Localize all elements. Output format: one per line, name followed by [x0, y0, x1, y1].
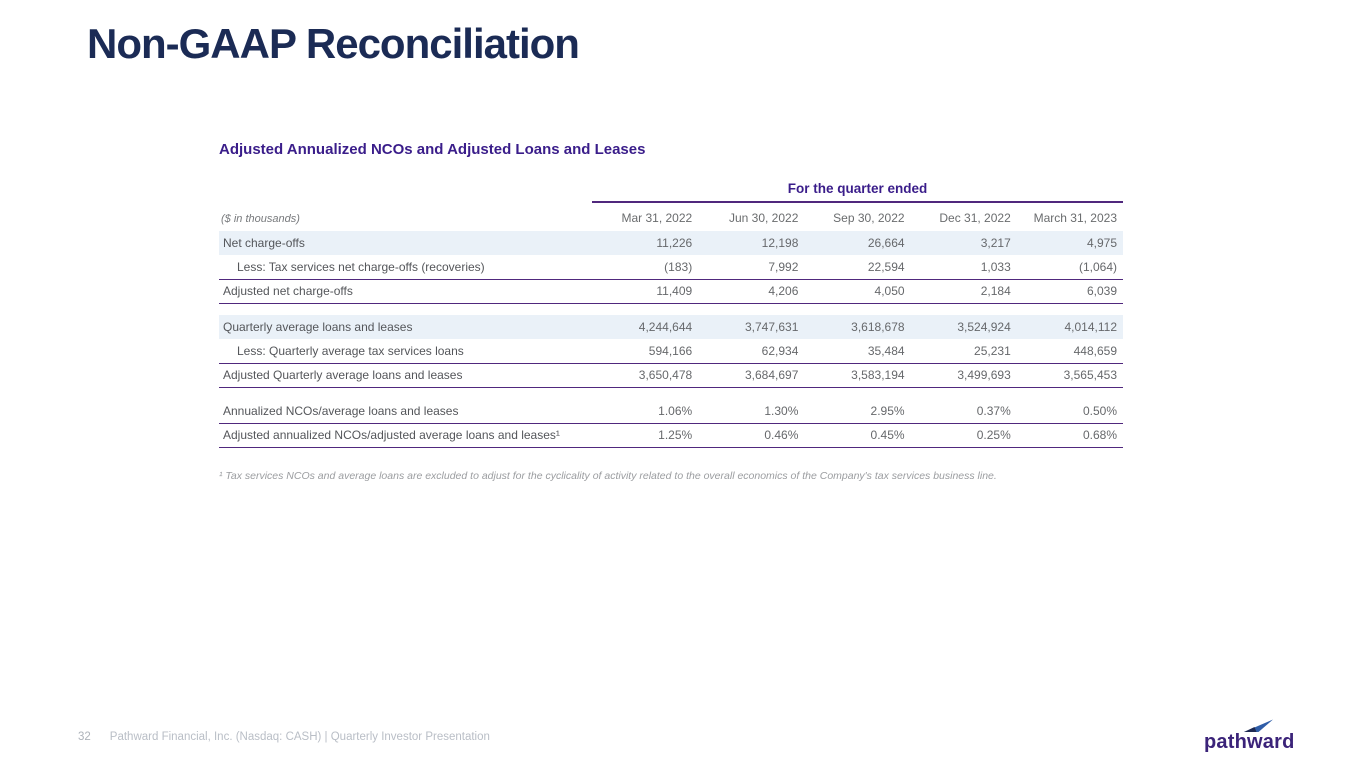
table-title: Adjusted Annualized NCOs and Adjusted Loans and Leases — [219, 141, 646, 158]
row-value: 3,583,194 — [804, 363, 910, 387]
corner-cell — [219, 179, 592, 202]
row-value: 0.25% — [911, 423, 1017, 447]
reconciliation-table — [219, 179, 1123, 448]
row-value: 0.37% — [911, 399, 1017, 423]
row-value: 3,747,631 — [698, 315, 804, 339]
row-value: 62,934 — [761, 343, 799, 358]
content-area — [219, 141, 1123, 482]
row-value: 3,217 — [911, 231, 1017, 255]
table-row — [219, 399, 1123, 423]
section-spacer — [219, 387, 1123, 399]
date-header-row — [219, 202, 1123, 231]
column-header-0: Mar 31, 2022 — [621, 211, 693, 225]
row-value: 2.95% — [804, 399, 910, 423]
column-header-1: Jun 30, 2022 — [728, 211, 799, 225]
row-value: 4,975 — [1017, 231, 1123, 255]
row-value: 0.46% — [698, 423, 804, 447]
row-value: 4,014,112 — [1017, 315, 1123, 339]
row-value: 35,484 — [867, 343, 905, 358]
row-label: Annualized NCOs/average loans and leases — [219, 399, 592, 423]
row-value: 0.45% — [804, 423, 910, 447]
column-header-3: Dec 31, 2022 — [939, 211, 1011, 225]
row-label: Quarterly average loans and leases — [219, 315, 592, 339]
column-header-4: March 31, 2023 — [1033, 211, 1117, 225]
footer — [78, 731, 490, 743]
row-value: 3,499,693 — [911, 363, 1017, 387]
table-row — [219, 363, 1123, 387]
table-row — [219, 255, 1123, 279]
row-value: (1,064) — [1078, 259, 1117, 274]
row-value: 448,659 — [1073, 343, 1117, 358]
row-value: 12,198 — [698, 231, 804, 255]
row-label: Net charge-offs — [219, 231, 592, 255]
page-title: Non-GAAP Reconciliation — [87, 20, 579, 67]
row-value: 26,664 — [804, 231, 910, 255]
row-value: 3,618,678 — [804, 315, 910, 339]
row-value: 25,231 — [974, 343, 1011, 358]
table-row — [219, 231, 1123, 255]
row-label: Adjusted Quarterly average loans and leases — [219, 363, 592, 387]
column-header-2: Sep 30, 2022 — [833, 211, 905, 225]
row-value: 0.68% — [1017, 423, 1123, 447]
table-row — [219, 279, 1123, 303]
row-value: 1,033 — [980, 259, 1011, 274]
section-spacer — [219, 303, 1123, 315]
page-number: 32 — [78, 731, 91, 743]
footnote: ¹ Tax services NCOs and average loans are excluded to adjust for the cyclicality of activity related to the overall economics of the Company's tax services business line. — [219, 469, 997, 482]
row-value: 4,244,644 — [592, 315, 698, 339]
row-value: 4,206 — [698, 279, 804, 303]
table-row — [219, 423, 1123, 447]
row-value: 2,184 — [911, 279, 1017, 303]
row-value: 1.25% — [592, 423, 698, 447]
row-value: 3,524,924 — [911, 315, 1017, 339]
row-value: 1.06% — [592, 399, 698, 423]
row-value: 11,409 — [592, 279, 698, 303]
table-row — [219, 315, 1123, 339]
units-label: ($ in thousands) — [221, 213, 300, 225]
row-label: Less: Tax services net charge-offs (recoveries) — [237, 259, 485, 274]
row-value: 7,992 — [768, 259, 799, 274]
row-value: 3,650,478 — [592, 363, 698, 387]
row-value: 6,039 — [1017, 279, 1123, 303]
row-value: 22,594 — [867, 259, 905, 274]
table-row — [219, 339, 1123, 363]
row-value: 11,226 — [592, 231, 698, 255]
table-body — [219, 231, 1123, 447]
row-label: Adjusted net charge-offs — [219, 279, 592, 303]
row-label: Adjusted annualized NCOs/adjusted average loans and leases¹ — [219, 423, 592, 447]
quarter-ended-header: For the quarter ended — [592, 179, 1123, 202]
row-value: (183) — [664, 259, 693, 274]
row-value: 0.50% — [1017, 399, 1123, 423]
logo-text: pathward — [1204, 731, 1295, 753]
row-value: 3,565,453 — [1017, 363, 1123, 387]
row-value: 594,166 — [648, 343, 693, 358]
row-value: 4,050 — [804, 279, 910, 303]
row-value: 1.30% — [698, 399, 804, 423]
row-value: 3,684,697 — [698, 363, 804, 387]
pathward-logo — [1204, 719, 1294, 752]
row-label: Less: Quarterly average tax services loans — [237, 343, 464, 358]
footer-text: Pathward Financial, Inc. (Nasdaq: CASH) | Quarterly Investor Presentation — [109, 731, 490, 743]
quarter-header-row — [219, 179, 1123, 202]
